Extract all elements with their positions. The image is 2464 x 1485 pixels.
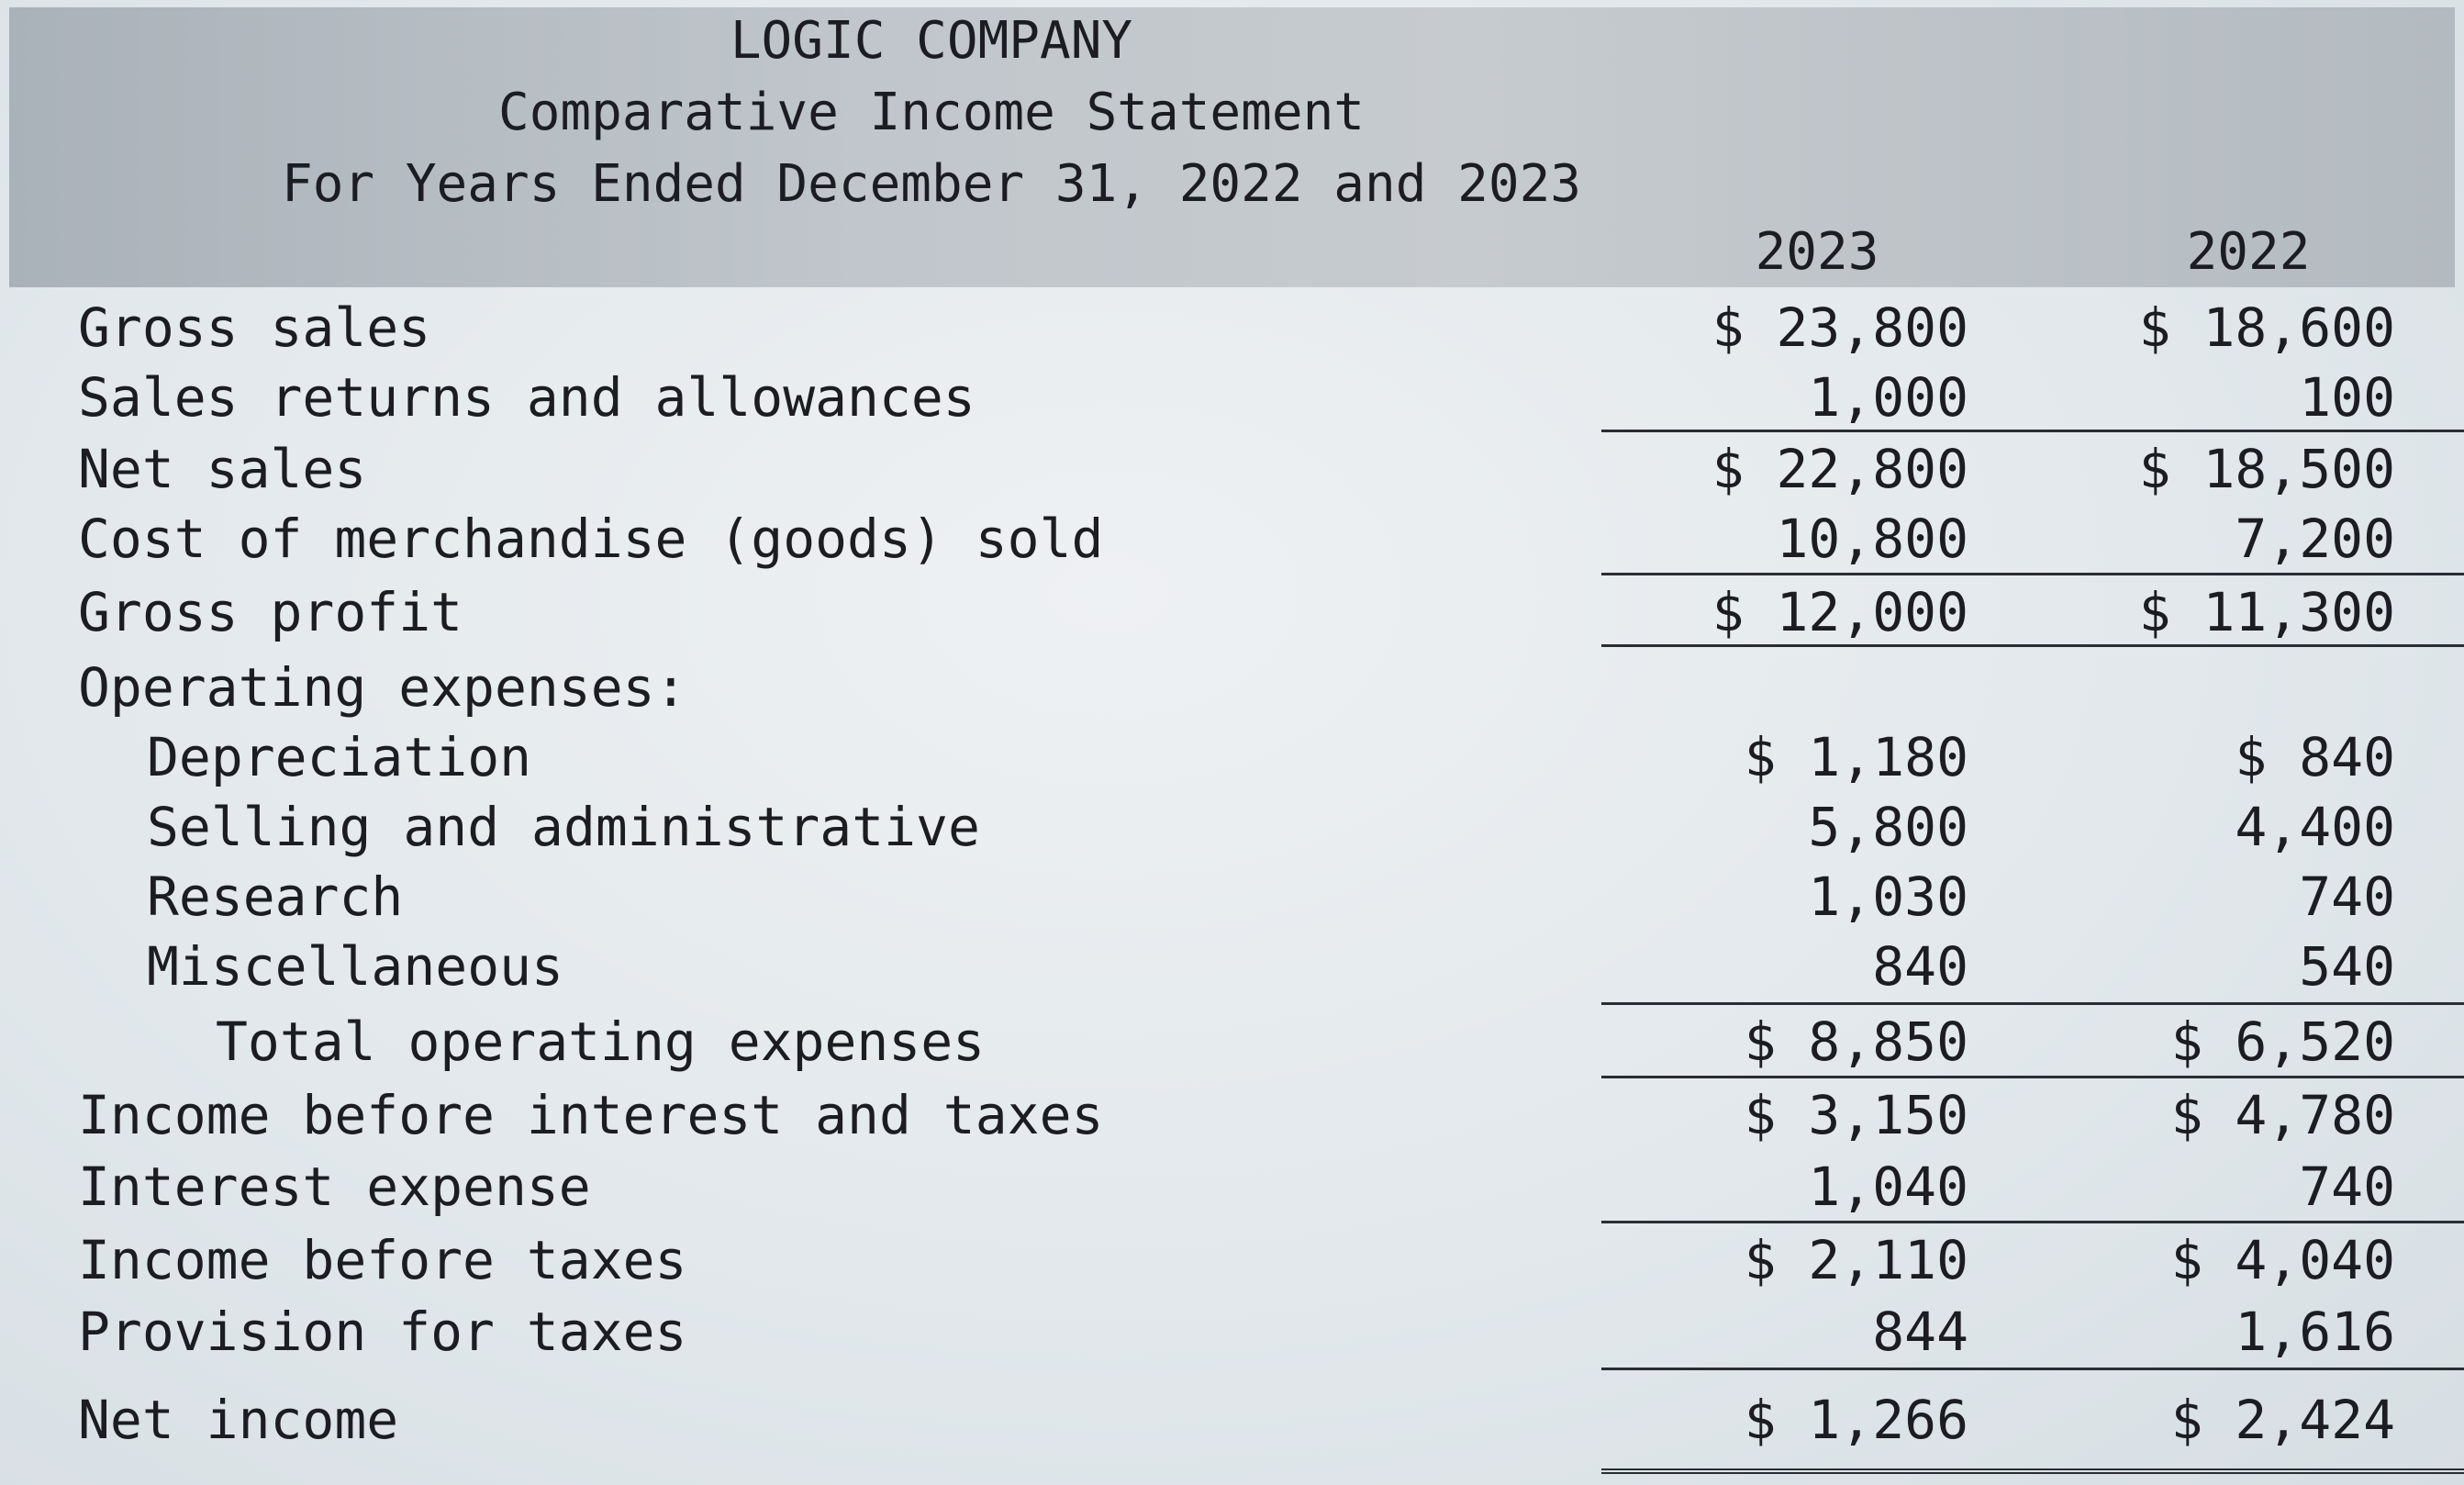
subtotal-rule <box>2033 573 2464 575</box>
amount-2022: $ 11,300 <box>2138 581 2395 643</box>
amount-2023: $ 22,800 <box>1711 438 1968 500</box>
row-label: Miscellaneous <box>147 935 563 998</box>
statement-title: Comparative Income Statement <box>497 83 1365 142</box>
row-label: Sales returns and allowances <box>78 366 976 429</box>
amount-2023: 840 <box>1872 935 1968 998</box>
subtotal-rule <box>1601 644 2033 647</box>
row-label: Income before interest and taxes <box>78 1084 1104 1146</box>
subtotal-rule <box>2033 644 2464 647</box>
subtotal-rule <box>1601 1076 2033 1078</box>
row-research <box>0 861 2464 932</box>
row-label: Provision for taxes <box>78 1301 687 1363</box>
section-heading: Operating expenses: <box>78 656 687 719</box>
amount-2022: 740 <box>2299 1156 2395 1218</box>
amount-2023: 1,000 <box>1808 366 1968 429</box>
amount-2022: $ 6,520 <box>2170 1010 2395 1073</box>
amount-2022: $ 4,780 <box>2170 1084 2395 1146</box>
amount-2022: 740 <box>2299 865 2395 928</box>
amount-2022: $ 18,500 <box>2138 438 2395 500</box>
row-cost-of-goods-sold <box>0 503 2464 575</box>
amount-2022: 540 <box>2299 935 2395 998</box>
row-label: Cost of merchandise (goods) sold <box>78 508 1104 570</box>
subtotal-rule <box>1601 573 2033 575</box>
amount-2023: $ 8,850 <box>1744 1010 1968 1073</box>
row-gross-sales <box>0 292 2464 363</box>
subtotal-rule <box>2033 1221 2464 1223</box>
amount-2023: 5,800 <box>1808 796 1968 858</box>
subtotal-rule <box>1601 1221 2033 1223</box>
amount-2022: 100 <box>2299 366 2395 429</box>
total-double-rule <box>1601 1468 2033 1479</box>
amount-2022: $ 18,600 <box>2138 296 2395 359</box>
amount-2023: $ 1,180 <box>1744 726 1968 788</box>
amount-2023: $ 23,800 <box>1711 296 1968 359</box>
total-double-rule <box>2033 1468 2464 1479</box>
amount-2023: $ 3,150 <box>1744 1084 1968 1146</box>
amount-2022: $ 4,040 <box>2170 1229 2395 1291</box>
company-name: LOGIC COMPANY <box>730 11 1133 71</box>
row-income-before-interest-taxes <box>0 1079 2464 1151</box>
row-label: Total operating expenses <box>216 1010 986 1073</box>
row-net-sales <box>0 433 2464 505</box>
amount-2023: 844 <box>1872 1301 1968 1363</box>
row-depreciation <box>0 721 2464 793</box>
column-header-2022: 2022 <box>2186 222 2311 282</box>
row-miscellaneous <box>0 931 2464 1002</box>
amount-2022: 4,400 <box>2235 796 2395 858</box>
subtotal-rule <box>1601 1002 2033 1005</box>
row-net-income <box>0 1384 2464 1456</box>
amount-2023: 1,030 <box>1808 865 1968 928</box>
row-interest-expense <box>0 1151 2464 1223</box>
amount-2023: $ 2,110 <box>1744 1229 1968 1291</box>
row-gross-profit <box>0 576 2464 648</box>
row-label: Net income <box>78 1389 399 1451</box>
amount-2023: 10,800 <box>1776 508 1968 570</box>
row-label: Net sales <box>78 438 367 500</box>
row-income-before-taxes <box>0 1224 2464 1296</box>
subtotal-rule <box>2033 1002 2464 1005</box>
amount-2023: $ 1,266 <box>1744 1389 1968 1451</box>
amount-2022: $ 2,424 <box>2170 1389 2395 1451</box>
row-total-operating-expenses <box>0 1006 2464 1077</box>
row-label: Research <box>147 865 404 928</box>
column-header-2023: 2023 <box>1755 222 1879 282</box>
row-sales-returns <box>0 362 2464 433</box>
row-label: Interest expense <box>78 1156 591 1218</box>
subtotal-rule <box>2033 1368 2464 1370</box>
subtotal-rule <box>1601 1368 2033 1370</box>
statement-period: For Years Ended December 31, 2022 and 2023 <box>281 154 1582 214</box>
row-label: Income before taxes <box>78 1229 687 1291</box>
row-label: Selling and administrative <box>147 796 980 858</box>
amount-2023: 1,040 <box>1808 1156 1968 1218</box>
subtotal-rule <box>2033 1076 2464 1078</box>
row-operating-expenses-heading <box>0 652 2464 723</box>
row-label: Depreciation <box>147 726 532 788</box>
row-label: Gross sales <box>78 296 431 359</box>
amount-2023: $ 12,000 <box>1711 581 1968 643</box>
subtotal-rule <box>2033 430 2464 432</box>
row-label: Gross profit <box>78 581 463 643</box>
row-selling-administrative <box>0 791 2464 863</box>
amount-2022: 7,200 <box>2235 508 2395 570</box>
amount-2022: $ 840 <box>2235 726 2395 788</box>
subtotal-rule <box>1601 430 2033 432</box>
row-provision-for-taxes <box>0 1296 2464 1368</box>
amount-2022: 1,616 <box>2235 1301 2395 1363</box>
